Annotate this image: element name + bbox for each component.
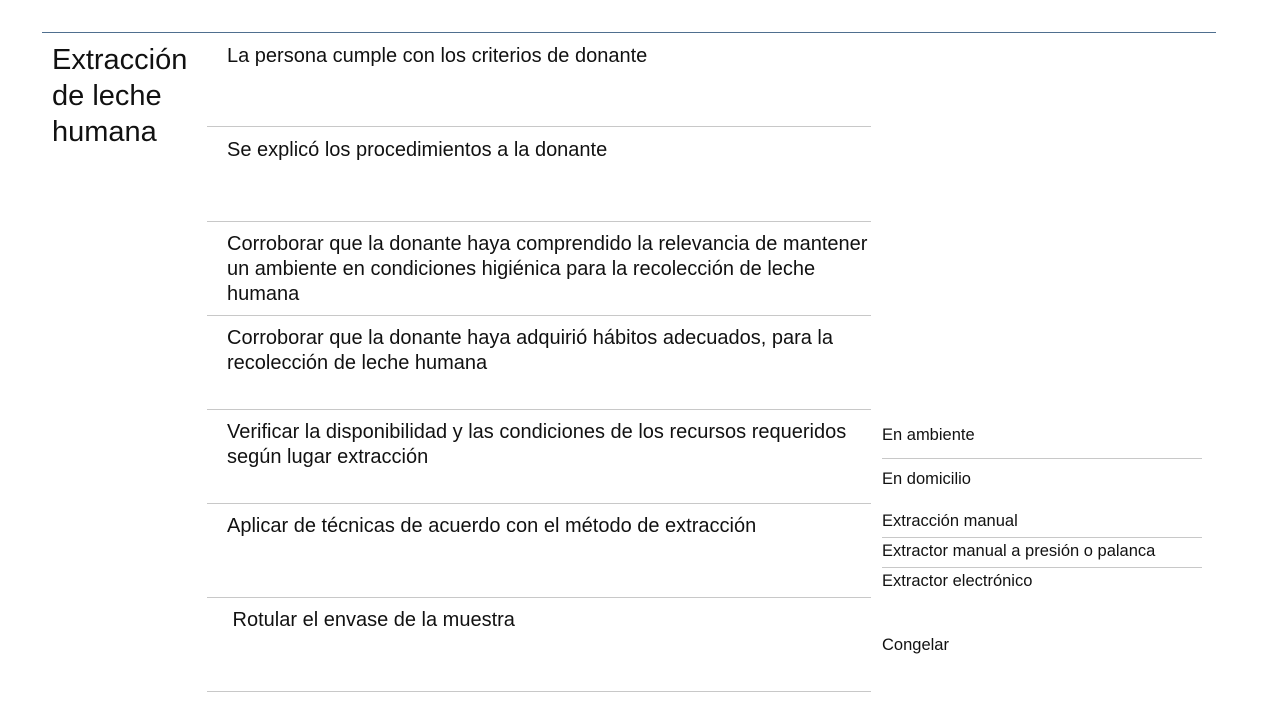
top-divider [42,32,1216,33]
option-method-lever: Extractor manual a presión o palanca [882,542,1156,560]
step-row [207,222,871,316]
step-text: Rotular el envase de la muestra [227,609,515,631]
step-text: La persona cumple con los criterios de donante [227,45,648,67]
option-storage-freeze: Congelar [882,636,949,654]
step-row [207,504,871,598]
step-row [207,34,871,127]
step-row [207,598,871,692]
option-place-home: En domicilio [882,470,971,488]
slide-title: Extracción de leche humana [52,44,188,148]
step-text: Corroborar que la donante haya comprendido la relevancia de mantener un ambiente en condiciones higiénica para la recolección de leche humana [227,233,868,305]
row-divider [207,691,871,692]
option-divider [882,458,1202,459]
step-row [207,410,871,504]
row-divider [207,126,871,127]
step-text: Aplicar de técnicas de acuerdo con el método de extracción [227,515,757,537]
option-place-ambient: En ambiente [882,426,975,444]
step-row [207,128,871,222]
step-text: Verificar la disponibilidad y las condiciones de los recursos requeridos según lugar extracción [227,421,847,468]
option-divider [882,567,1202,568]
step-text: Se explicó los procedimientos a la donante [227,139,608,161]
option-method-electronic: Extractor electrónico [882,572,1033,590]
option-method-manual: Extracción manual [882,512,1018,530]
step-row [207,316,871,410]
step-text: Corroborar que la donante haya adquirió hábitos adecuados, para la recolección de leche humana [227,327,833,374]
option-divider [882,537,1202,538]
